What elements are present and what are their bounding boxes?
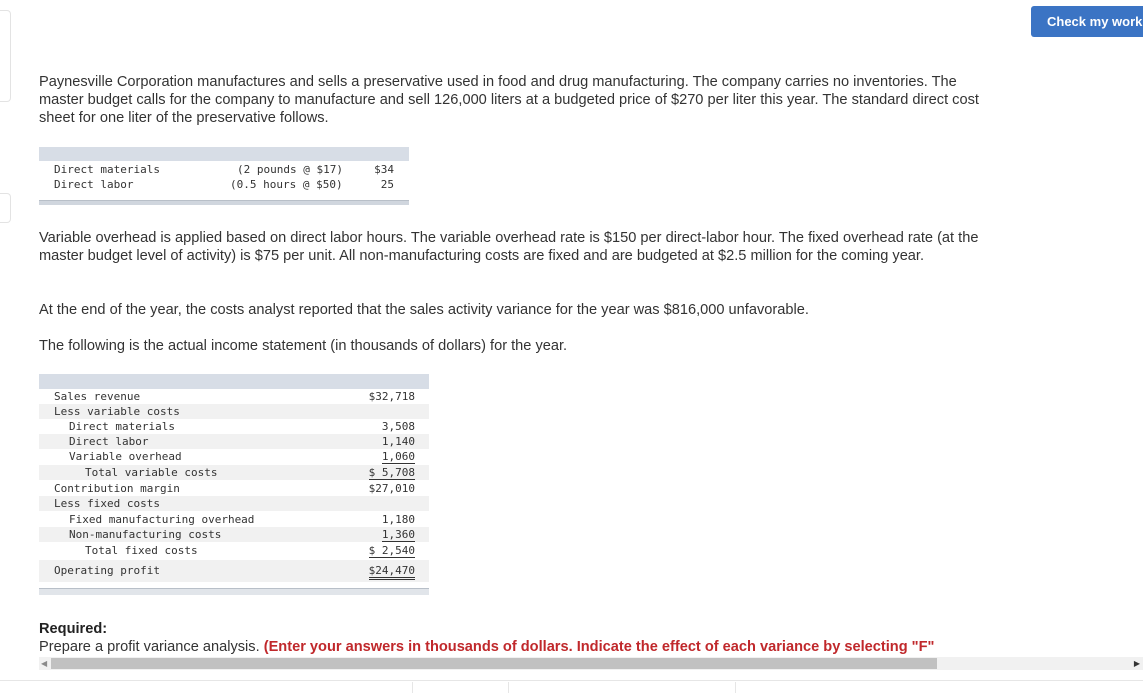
cost-detail: (0.5 hours @ $50) [230,178,343,191]
table-header-bar [39,147,409,161]
row-label: Total variable costs [85,466,218,479]
side-tab-top [0,10,11,102]
divider [508,682,509,693]
table-row [39,543,429,558]
check-my-work-button[interactable]: Check my work [1031,6,1143,37]
table-row [39,512,429,527]
divider [412,682,413,693]
cost-item: Direct labor [54,178,134,191]
required-heading: Required: [39,621,108,637]
row-label: Sales revenue [54,390,141,403]
variance-paragraph: At the end of the year, the costs analyst reported that the sales activity variance for the year was $816,000 unfavorable. [39,302,809,318]
divider [0,680,1143,681]
row-value: 1,180 [381,513,415,526]
row-label: Contribution margin [54,482,180,495]
chevron-right-icon[interactable]: ▶ [1133,659,1140,668]
row-label: Fixed manufacturing overhead [69,513,255,526]
standard-cost-table [39,147,409,205]
table-row [39,419,429,434]
row-value: 1,060 [381,450,415,463]
row-label: Direct labor [69,435,149,448]
table-footer-bar [39,200,409,205]
row-value: 3,508 [381,420,415,433]
table-row [39,389,429,404]
row-value: 1,360 [381,528,415,541]
row-value: $27,010 [368,482,415,495]
row-value: 1,140 [381,435,415,448]
table-header-bar [39,374,429,389]
horizontal-scrollbar[interactable] [39,657,1143,670]
table-row [39,404,429,419]
row-label: Variable overhead [69,450,182,463]
row-label: Less variable costs [54,405,180,418]
cost-detail: (2 pounds @ $17) [237,163,343,176]
chevron-left-icon[interactable]: ◀ [41,659,48,668]
income-intro-paragraph: The following is the actual income statement (in thousands of dollars) for the year. [39,338,568,354]
intro-paragraph: Paynesville Corporation manufactures and sells a preservative used in food and drug manufacturing. The company carries no inventories. The master budget calls for the company to manufacture and sell 126,000 liters at a budgeted price of $270 per liter this year. The standard direct cost sheet for one liter of the preservative follows. [39,74,979,126]
income-statement-table [39,374,429,596]
table-row [39,178,409,193]
table-row [39,434,429,449]
required-text: Prepare a profit variance analysis. [39,639,264,655]
table-row [39,163,409,178]
required-instruction: (Enter your answers in thousands of dollars. Indicate the effect of each variance by selecting "F" [263,639,935,655]
overhead-paragraph: Variable overhead is applied based on direct labor hours. The variable overhead rate is $150 per direct-labor hour. The fixed overhead rate (at the master budget level of activity) is $75 per unit. All non-manufacturing costs are fixed and are budgeted at $2.5 million for the coming year. [39,230,979,264]
table-footer-bar [39,588,429,595]
table-row [39,496,429,511]
row-value: $ 2,540 [368,544,415,557]
scrollbar-thumb[interactable] [51,658,937,669]
row-value: $32,718 [368,390,415,403]
table-row [39,465,429,480]
side-tab-middle [0,193,11,223]
row-label: Total fixed costs [85,544,198,557]
row-label: Less fixed costs [54,497,160,510]
table-row [39,527,429,542]
row-value: $ 5,708 [368,466,415,479]
row-label: Operating profit [54,564,160,577]
divider [735,682,736,693]
row-label: Direct materials [69,420,175,433]
row-label: Non-manufacturing costs [69,528,222,541]
cost-amount: $34 [374,163,394,176]
table-row [39,449,429,464]
table-row [39,481,429,496]
row-value: $24,470 [369,564,415,580]
table-row [39,560,429,582]
cost-amount: 25 [380,178,394,191]
cost-item: Direct materials [54,163,160,176]
required-section [39,620,1143,656]
